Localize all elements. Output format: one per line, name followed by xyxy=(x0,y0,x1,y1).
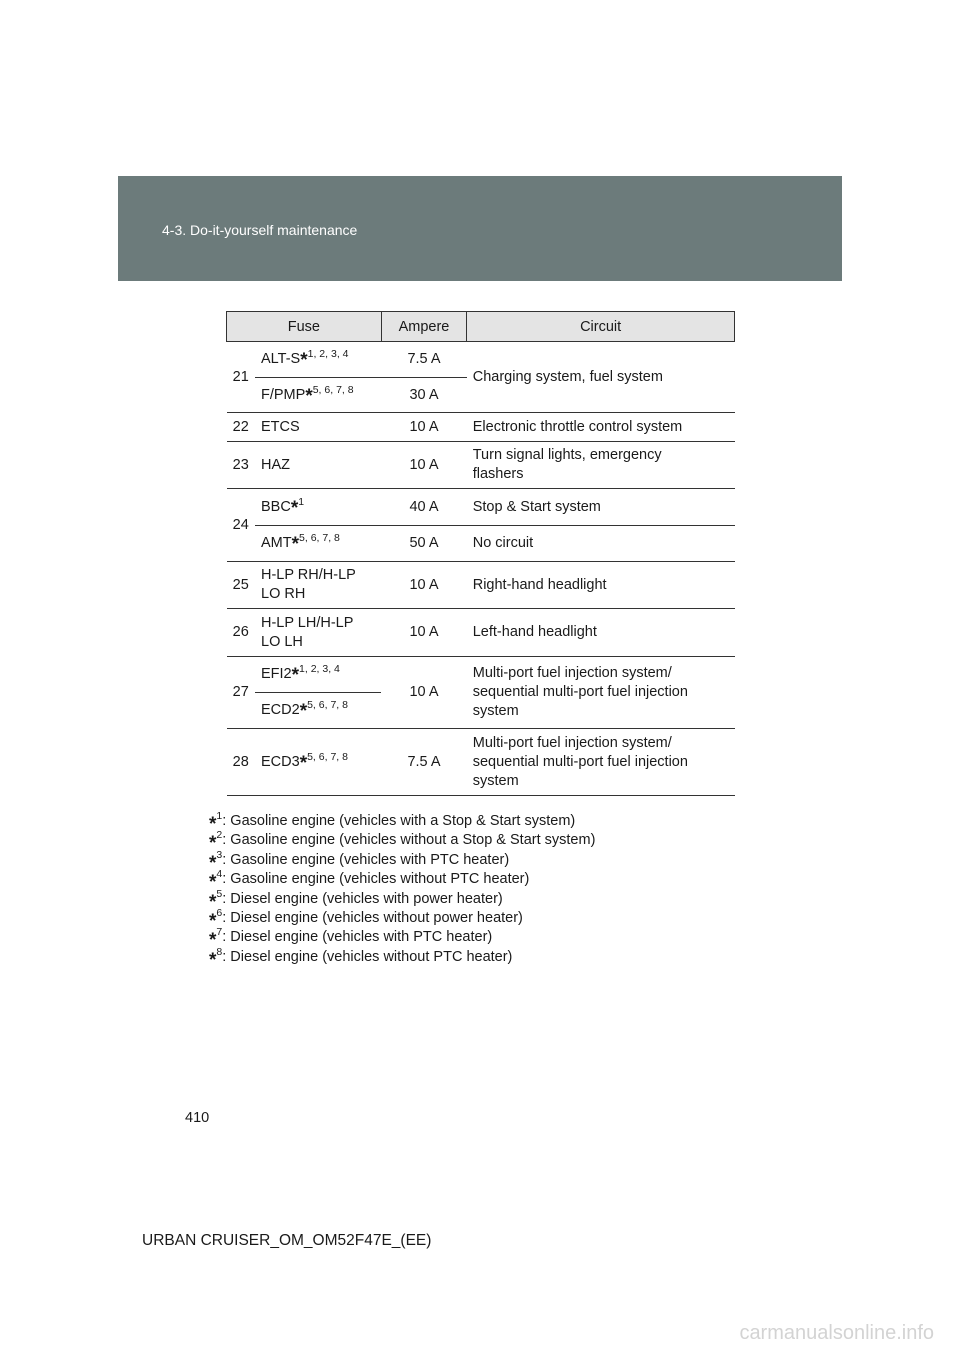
table-row xyxy=(227,729,735,796)
page-number: 410 xyxy=(185,1110,210,1126)
footnote-refs: 5, 6, 7, 8 xyxy=(299,532,340,545)
column-header-circuit: Circuit xyxy=(467,312,735,342)
asterisk-mark: * xyxy=(300,350,308,371)
fuse-number: 25 xyxy=(227,562,256,609)
footnote: *$^5$: Diesel engine (vehicles with power heater) xyxy=(209,887,503,913)
circuit-description: Electronic throttle control system xyxy=(467,413,735,442)
ampere-value: 7.5 A xyxy=(381,729,467,796)
fuse-name: ECD3*$^{5, 6, 7, 8}$ xyxy=(255,729,381,796)
fuse-name: EFI2*$^{1, 2, 3, 4}$ xyxy=(255,657,381,693)
circuit-description: Left-hand headlight xyxy=(467,609,735,657)
footnote-refs: 5, 6, 7, 8 xyxy=(307,750,348,763)
circuit-description: Turn signal lights, emergency flashers xyxy=(467,442,735,489)
circuit-description: Stop & Start system xyxy=(467,489,735,526)
fuse-name: ALT-S*$^{1, 2, 3, 4}$ xyxy=(255,342,381,378)
footnote-refs: 1, 2, 3, 4 xyxy=(307,348,349,361)
fuse-number: 26 xyxy=(227,609,256,657)
asterisk-mark: * xyxy=(291,534,300,555)
table-row xyxy=(227,609,735,657)
asterisk-mark: * xyxy=(305,385,313,407)
ampere-value: 40 A xyxy=(381,489,467,526)
fuse-name: AMT*$^{5, 6, 7, 8}$ xyxy=(255,526,381,562)
document-code: URBAN CRUISER_OM_OM52F47E_(EE) xyxy=(142,1232,432,1249)
fuse-number: 22 xyxy=(227,413,256,442)
circuit-description: Multi-port fuel injection system/ sequential multi-port fuel injection system xyxy=(467,657,735,729)
ampere-value: 7.5 A xyxy=(381,342,467,378)
ampere-value: 10 A xyxy=(381,442,467,489)
section-title: 4-3. Do-it-yourself maintenance xyxy=(162,222,358,238)
ampere-value: 10 A xyxy=(381,562,467,609)
footnotes xyxy=(209,810,596,971)
column-header-ampere: Ampere xyxy=(381,312,467,342)
footnote-refs: 5, 6, 7, 8 xyxy=(307,699,348,712)
table-row xyxy=(227,526,735,562)
table-header-row xyxy=(227,312,735,342)
footnote: *$^3$: Gasoline engine (vehicles with PTC heater) xyxy=(209,848,510,874)
fuse-name: ECD2*$^{5, 6, 7, 8}$ xyxy=(255,693,381,729)
footnote: *$^8$: Diesel engine (vehicles without PTC heater) xyxy=(209,946,513,971)
footnote: *$^1$: Gasoline engine (vehicles with a Stop & Start system) xyxy=(209,810,576,835)
fuse-number: 23 xyxy=(227,442,256,489)
fuse-number: 21 xyxy=(227,342,256,413)
fuse-name: F/PMP*$^{5, 6, 7, 8}$ xyxy=(255,378,381,413)
footnote: *$^6$: Diesel engine (vehicles without power heater) xyxy=(209,907,523,933)
fuse-name: HAZ xyxy=(255,442,381,489)
watermark: carmanualsonline.info xyxy=(739,1322,934,1344)
table-row xyxy=(227,442,735,489)
circuit-description: No circuit xyxy=(467,526,735,562)
footnote: *$^2$: Gasoline engine (vehicles without a Stop & Start system) xyxy=(209,829,596,855)
table-row xyxy=(227,562,735,609)
footnote-refs: 5, 6, 7, 8 xyxy=(312,383,354,396)
fuse-number: 28 xyxy=(227,729,256,796)
ampere-value: 30 A xyxy=(381,378,467,413)
asterisk-mark: * xyxy=(291,665,300,686)
fuse-name: H-LP LH/H-LP LO LH xyxy=(255,609,381,657)
asterisk-mark: * xyxy=(299,701,308,722)
asterisk-mark: * xyxy=(299,752,308,774)
fuse-name: BBC*$^1$ xyxy=(255,489,381,526)
table-row xyxy=(227,489,735,526)
fuse-number: 27 xyxy=(227,657,256,729)
footnote-refs: 1, 2, 3, 4 xyxy=(299,663,340,676)
footnote: *$^7$: Diesel engine (vehicles with PTC heater) xyxy=(209,926,493,952)
table-row xyxy=(227,342,735,378)
fuse-table xyxy=(226,311,735,796)
ampere-value: 50 A xyxy=(381,526,467,562)
table-row xyxy=(227,657,735,693)
ampere-value: 10 A xyxy=(381,413,467,442)
footnote-refs: 1 xyxy=(298,495,305,508)
circuit-description: Charging system, fuel system xyxy=(467,342,735,413)
ampere-value: 10 A xyxy=(381,609,467,657)
column-header-fuse: Fuse xyxy=(227,312,382,342)
asterisk-mark: * xyxy=(290,497,299,519)
circuit-description: Multi-port fuel injection system/ sequential multi-port fuel injection system xyxy=(467,729,735,796)
footnote: *$^4$: Gasoline engine (vehicles without PTC heater) xyxy=(209,868,530,894)
header-band xyxy=(118,176,842,281)
fuse-name: ETCS xyxy=(255,413,381,442)
fuse-name: H-LP RH/H-LP LO RH xyxy=(255,562,381,609)
ampere-value: 10 A xyxy=(381,657,467,729)
table-row xyxy=(227,413,735,442)
fuse-number: 24 xyxy=(227,489,256,562)
circuit-description: Right-hand headlight xyxy=(467,562,735,609)
